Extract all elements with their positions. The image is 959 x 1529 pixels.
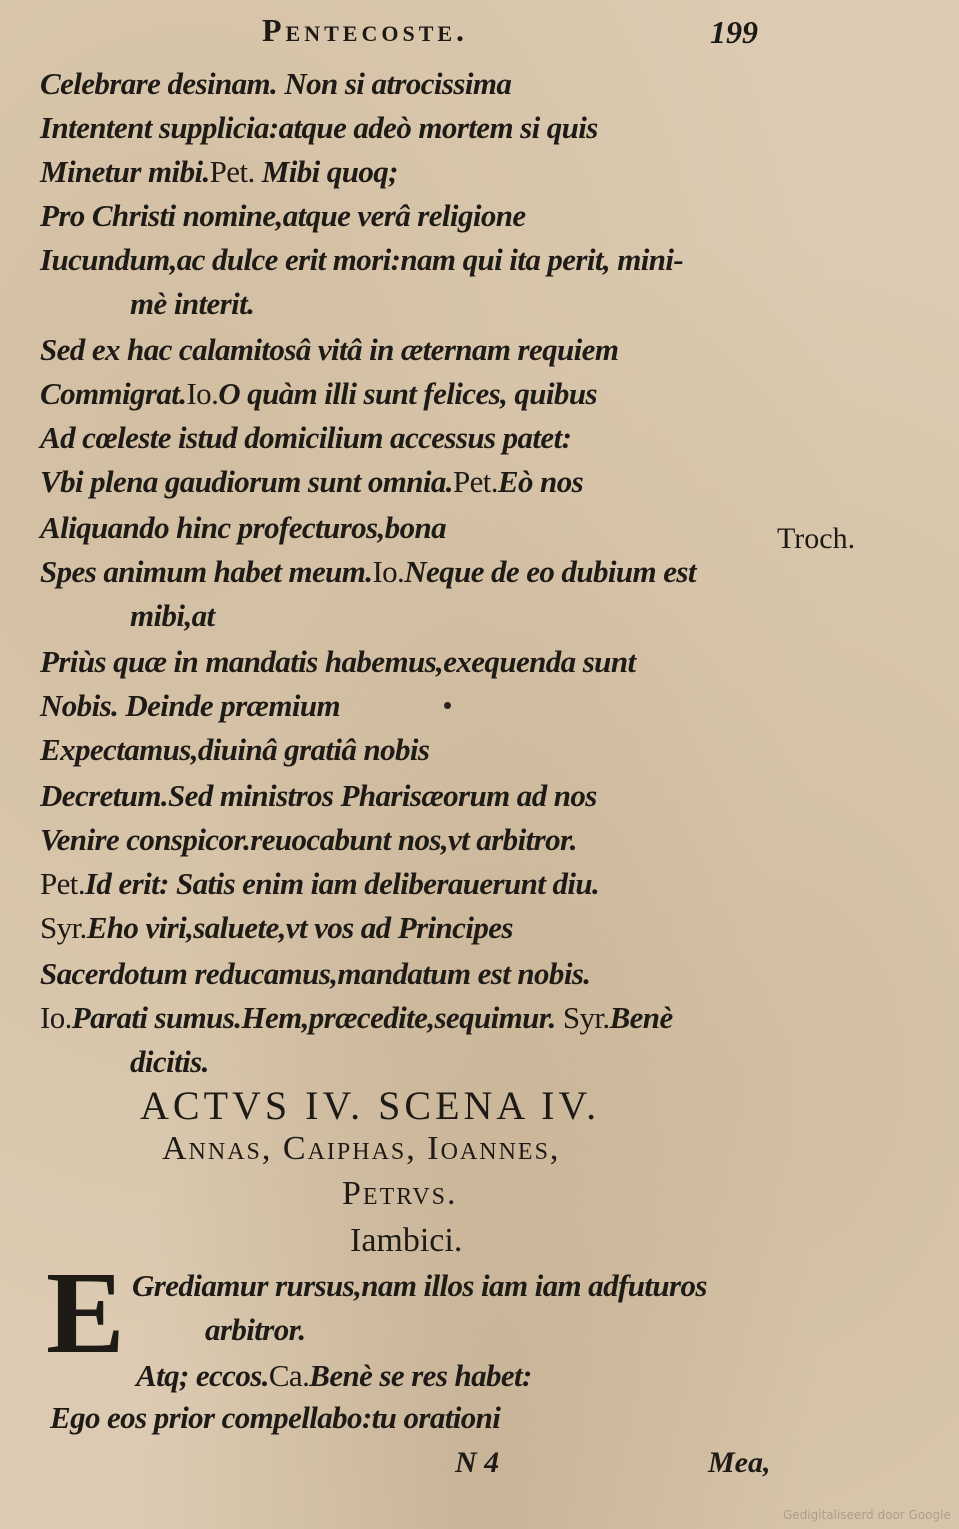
text-line: Sacerdotum reducamus,mandatum est nobis. [40,956,591,991]
text-line: Aliquando hinc profecturos,bona [40,510,447,545]
speaker-label: Io. [40,1000,72,1035]
text-line: Priùs quæ in mandatis habemus,exequenda sunt [40,644,636,679]
ink-speck [444,702,451,709]
speaker-label: Pet. [209,154,255,189]
text-line: Decretum.Sed ministros Pharisæorum ad nos [40,778,597,813]
verse-line: Grediamur rursus,nam illos iam iam adfuturos [132,1268,707,1303]
speaker-label: Syr. [555,1000,610,1035]
text-line: Expectamus,diuinâ gratiâ nobis [40,732,430,767]
speaker-label: Pet. [452,464,498,499]
page-number: 199 [710,14,758,50]
text-line: Celebrare desinam. Non si atrocissima [40,66,512,101]
cast-list-continued: Petrvs. [342,1175,458,1212]
catchword: Mea, [708,1446,771,1479]
text-line: mè interit. [130,286,255,321]
text-line: Io.Parati sumus.Hem,præcedite,sequimur. Syr.Benè [40,1000,673,1035]
cast-list: Annas, Caiphas, Ioannes, [162,1130,561,1167]
text-line: Nobis. Deinde præmium [40,688,341,723]
verse-line: Atq; eccos.Ca.Benè se res habet: [136,1358,532,1393]
text-line: Vbi plena gaudiorum sunt omnia.Pet.Eò nos [40,464,584,499]
speaker-label: Io. [372,554,405,589]
text-line: Commigrat.Io.O quàm illi sunt felices, quibus [40,376,597,411]
signature-mark: N 4 [455,1446,500,1479]
text-line: Minetur mibi.Pet. Mibi quoq; [40,154,398,189]
meter-label: Iambici. [350,1222,463,1259]
text-line: Ad cœleste istud domicilium accessus patet: [40,420,572,455]
running-head: Pentecoste. [262,12,469,48]
margin-note: Troch. [777,522,856,555]
verse-line: arbitror. [205,1312,306,1347]
speaker-label: Ca. [268,1358,310,1393]
watermark: Gedigitaliseerd door Google [783,1508,951,1522]
text-line: Intentent supplicia:atque adeò mortem si quis [40,110,598,145]
text-line: Syr.Eho viri,saluete,vt vos ad Principes [40,910,513,945]
text-line: Venire conspicor.reuocabunt nos,vt arbitror. [40,822,577,857]
text-line: mibi,at [130,598,215,633]
speaker-label: Io. [186,376,219,411]
text-line: Pro Christi nomine,atque verâ religione [40,198,526,233]
text-line: Sed ex hac calamitosâ vitâ in æternam requiem [40,332,619,367]
text-line: Iucundum,ac dulce erit mori:nam qui ita perit, mini- [40,242,684,277]
speaker-label: Syr. [40,910,87,945]
verse-line: Ego eos prior compellabo:tu orationi [50,1400,501,1435]
drop-cap: E [46,1247,125,1378]
text-line: Pet.Id erit: Satis enim iam deliberauerunt diu. [40,866,600,901]
text-line: Spes animum habet meum.Io.Neque de eo dubium est [40,554,696,589]
speaker-label: Pet. [40,866,85,901]
scene-heading: ACTVS IV. SCENA IV. [140,1083,601,1128]
text-line: dicitis. [130,1044,209,1079]
